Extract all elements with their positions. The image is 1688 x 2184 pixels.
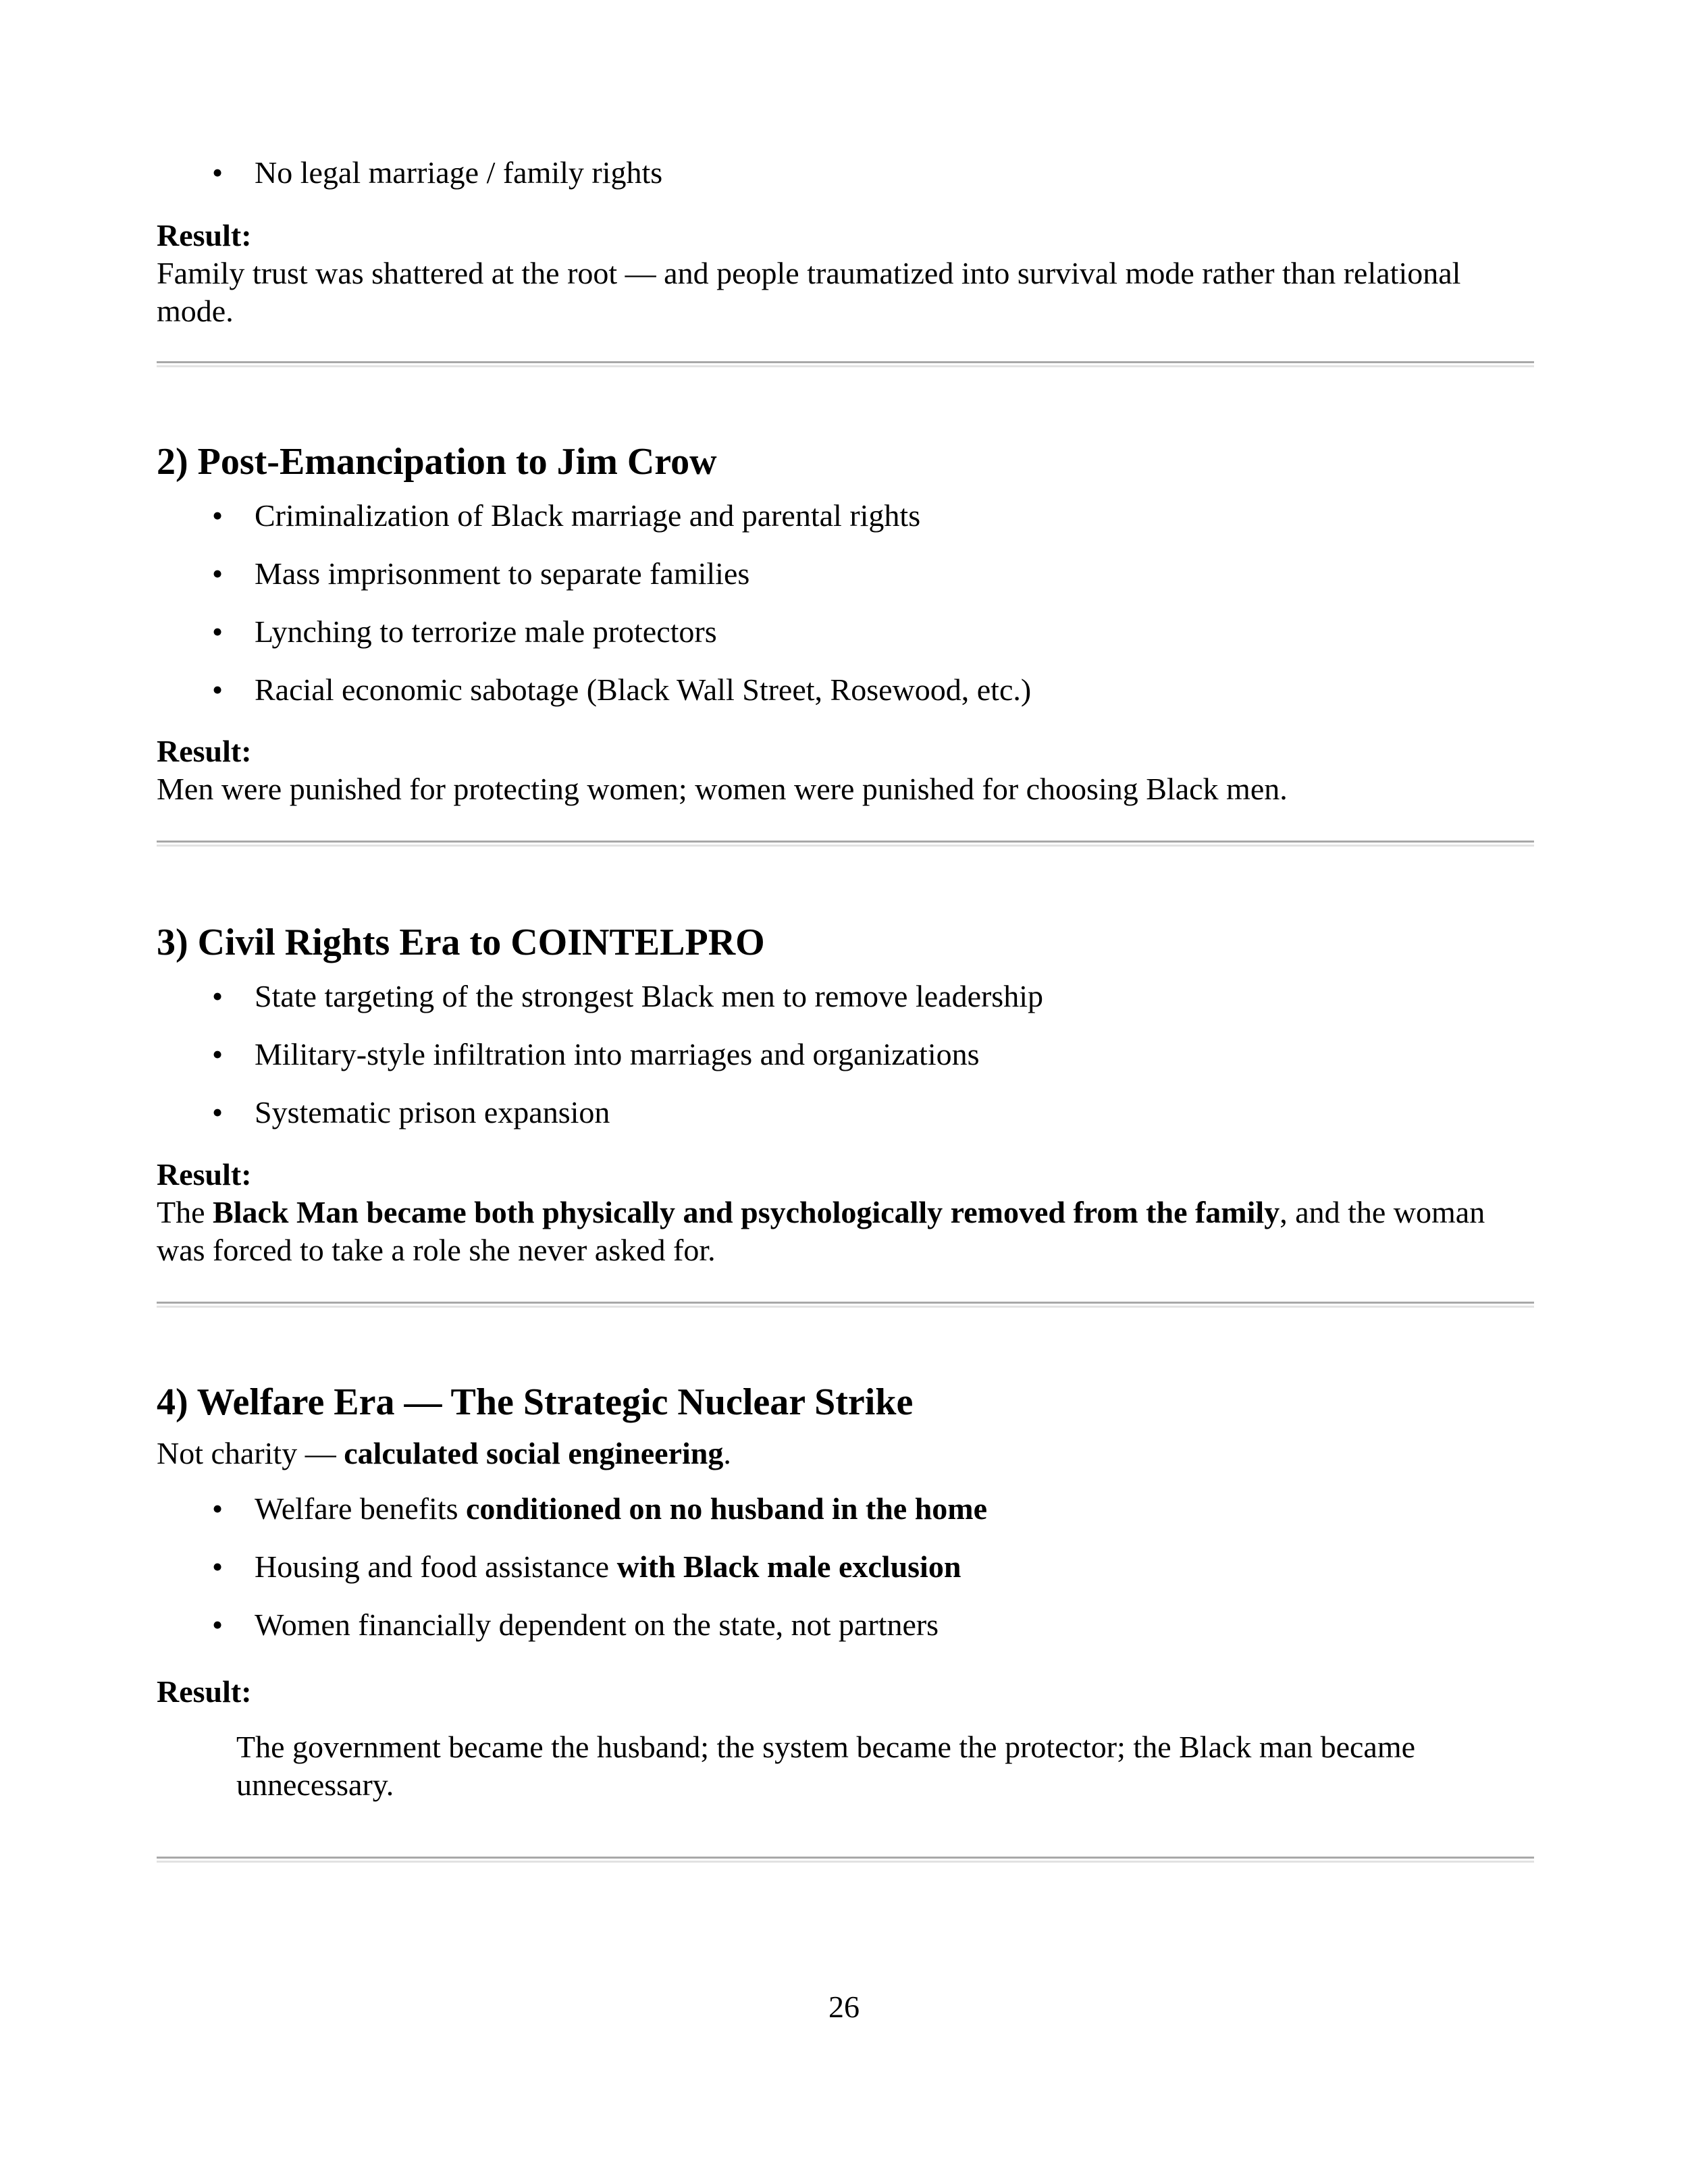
- horizontal-rule: [157, 841, 1534, 847]
- bullet-list: [157, 497, 1534, 709]
- result-text: The Black Man became both physically and psychologically removed from the family, and the woman was forced to take a role she never asked for.: [157, 1195, 1485, 1267]
- result-label: Result:: [157, 734, 252, 768]
- horizontal-rule: [157, 361, 1534, 367]
- list-item: • State targeting of the strongest Black men to remove leadership: [157, 978, 1534, 1015]
- list-item: • Racial economic sabotage (Black Wall Street, Rosewood, etc.): [157, 671, 1534, 709]
- result-text: Men were punished for protecting women; women were punished for choosing Black men.: [157, 772, 1288, 806]
- intro-result: [157, 217, 1534, 330]
- result-text: Family trust was shattered at the root — and people traumatized into survival mode rather than relational mode.: [157, 256, 1461, 328]
- section-heading: 2) Post-Emancipation to Jim Crow: [157, 441, 717, 483]
- result-label: Result:: [157, 218, 252, 252]
- section-post-emancipation: [157, 439, 1534, 709]
- list-item: • No legal marriage / family rights: [157, 154, 662, 192]
- bullet-list: [157, 978, 1534, 1131]
- horizontal-rule: [157, 1857, 1534, 1863]
- list-item: • Mass imprisonment to separate families: [157, 555, 1534, 593]
- list-item: • Lynching to terrorize male protectors: [157, 613, 1534, 651]
- section-4-result: [157, 1673, 1534, 1804]
- list-item: • Criminalization of Black marriage and parental rights: [157, 497, 1534, 535]
- section-intro: Not charity — calculated social engineering.: [157, 1436, 731, 1470]
- section-3-result: [157, 1156, 1534, 1269]
- horizontal-rule: [157, 1302, 1534, 1308]
- result-label: Result:: [157, 1157, 252, 1192]
- list-item: • Women financially dependent on the state, not partners: [157, 1606, 1534, 1644]
- section-civil-rights: [157, 920, 1534, 1131]
- emphasis: calculated social engineering: [344, 1436, 724, 1470]
- intro-bullets: [157, 154, 662, 212]
- list-item: • Housing and food assistance with Black male exclusion: [157, 1548, 1534, 1586]
- emphasis: Black Man became both physically and psychologically removed from the family: [213, 1195, 1280, 1229]
- list-item: • Systematic prison expansion: [157, 1094, 1534, 1131]
- page-number: 26: [828, 1990, 860, 2024]
- list-item: • Military-style infiltration into marriages and organizations: [157, 1036, 1534, 1073]
- section-2-result: [157, 733, 1534, 808]
- bullet-list: [157, 1490, 1534, 1644]
- section-heading: 3) Civil Rights Era to COINTELPRO: [157, 922, 765, 963]
- block-quote: The government became the husband; the system became the protector; the Black man became unnecessary.: [236, 1730, 1416, 1802]
- list-item: • Welfare benefits conditioned on no husband in the home: [157, 1490, 1534, 1528]
- section-welfare-era: [157, 1379, 1534, 1644]
- section-heading: 4) Welfare Era — The Strategic Nuclear Strike: [157, 1381, 914, 1423]
- result-label: Result:: [157, 1674, 252, 1709]
